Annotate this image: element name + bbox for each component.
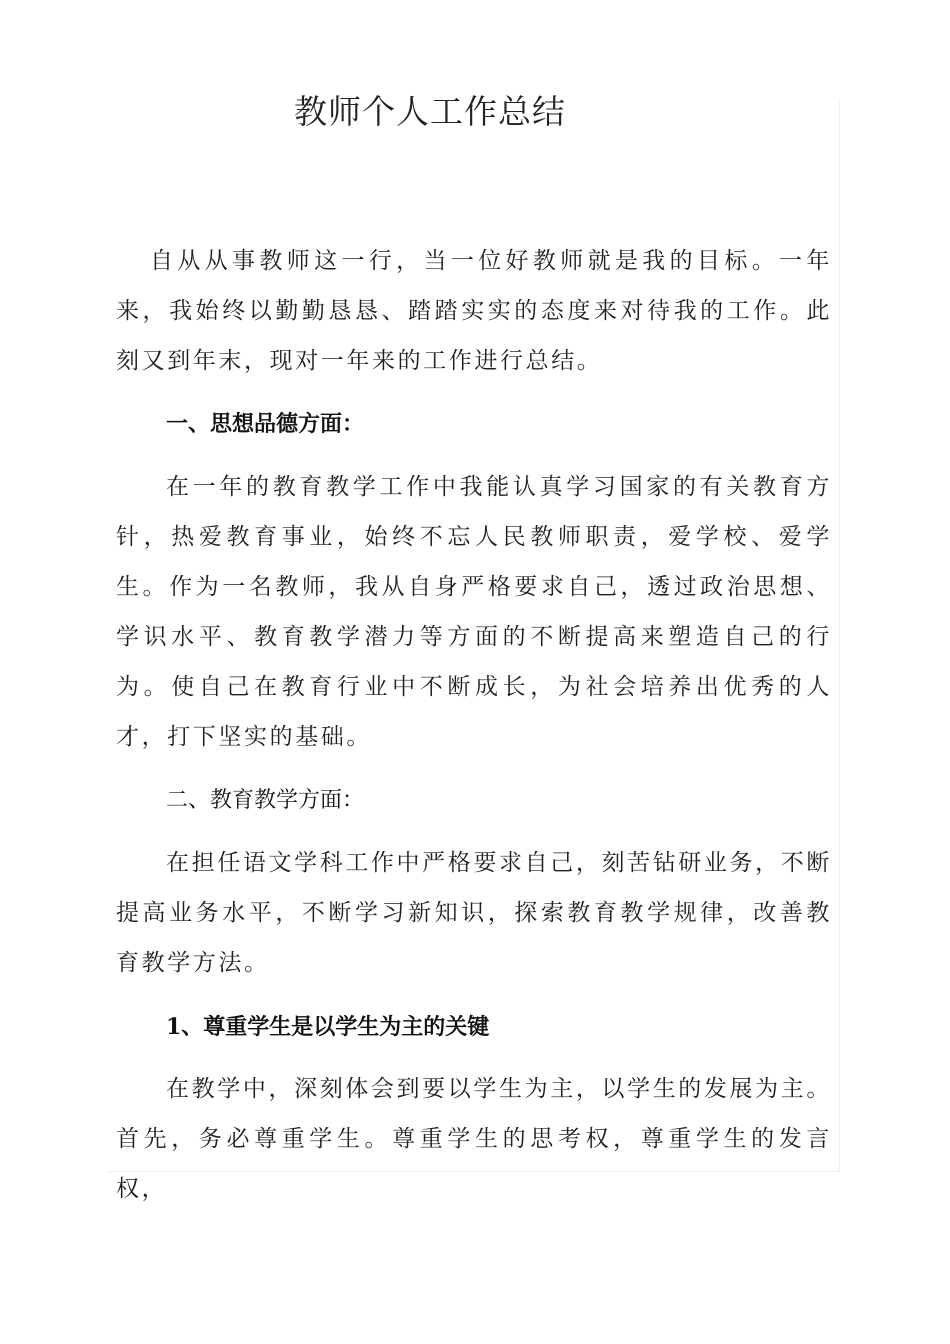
section-paragraph-ideology: 在一年的教育教学工作中我能认真学习国家的有关教育方针，热爱教育事业，始终不忘人民教师职责，爱学校、爱学生。作为一名教师，我从自身严格要求自己，透过政治思想、学识水平、教育教学潜力等方面的不断提高来塑造自己的行为。使自己在教育行业中不断成长，为社会培养出优秀的人才，打下坚实的基础。 — [116, 474, 832, 750]
section-heading-ideology: 一、思想品德方面： — [166, 412, 365, 437]
section-heading-teaching: 二、教育教学方面： — [166, 788, 365, 813]
subsection-paragraph-respect: 在教学中，深刻体会到要以学生为主，以学生的发展为主。首先，务必尊重学生。尊重学生的思考权，尊重学生的发言权， — [116, 1076, 832, 1202]
document-body — [116, 236, 832, 1214]
subsection-heading-respect: 1、尊重学生是以学生为主的关键 — [166, 1014, 490, 1040]
document-title: 教师个人工作总结 — [294, 92, 566, 131]
intro-paragraph: 自从从事教师这一行，当一位好教师就是我的目标。一年来，我始终以勤勤恳恳、踏踏实实的态度来对待我的工作。此刻又到年末，现对一年来的工作进行总结。 — [116, 248, 832, 374]
section-paragraph-teaching: 在担任语文学科工作中严格要求自己，刻苦钻研业务，不断提高业务水平，不断学习新知识，探索教育教学规律，改善教育教学方法。 — [116, 850, 832, 976]
